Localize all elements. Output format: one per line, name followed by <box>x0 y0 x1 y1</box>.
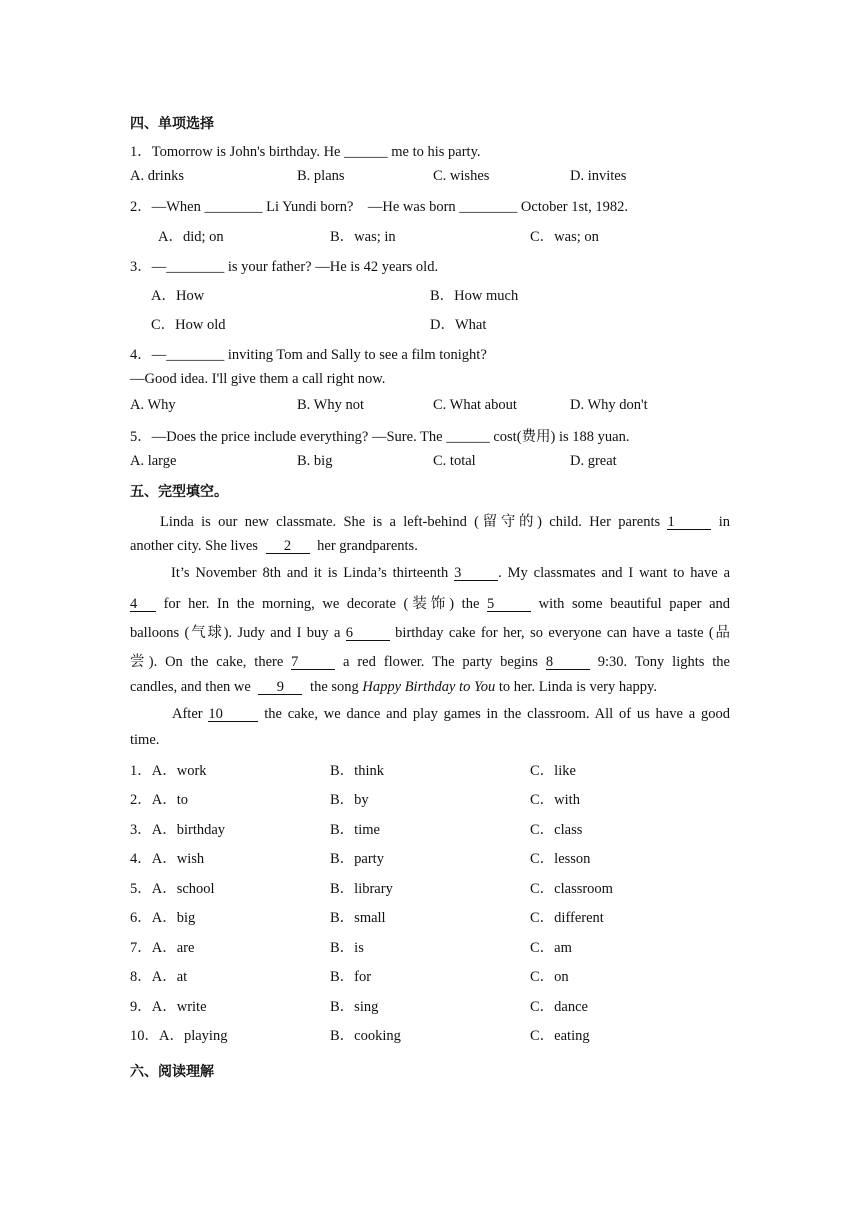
option: A. large <box>130 453 177 469</box>
option: D．What <box>430 317 487 333</box>
cloze-option: C．different <box>530 910 604 926</box>
cloze-option: C．with <box>530 792 580 808</box>
passage-text: After <box>172 706 203 722</box>
cloze-option: B．library <box>330 881 393 897</box>
cloze-option: 8．A．at <box>130 969 188 985</box>
option: C. What about <box>433 397 517 413</box>
passage-text: birthday cake for her, so everyone can have a taste (品 <box>395 625 731 641</box>
question-stem: 3．—________ is your father? —He is 42 years old. <box>130 259 439 275</box>
passage-text: the cake, we dance and play games in the classroom. All of us have a good <box>264 706 731 722</box>
cloze-option: C．dance <box>530 999 588 1015</box>
cloze-option: 6．A．big <box>130 910 196 926</box>
option: B．was; in <box>330 229 396 245</box>
cloze-option: 4．A．wish <box>130 851 205 867</box>
question-stem: 1．Tomorrow is John's birthday. He ______ me to his party. <box>130 144 481 160</box>
option: D. invites <box>570 168 627 184</box>
passage-line <box>130 565 730 582</box>
passage-line: time. <box>130 732 160 748</box>
cloze-option: C．like <box>530 763 576 779</box>
cloze-option: B．think <box>330 763 384 779</box>
section-heading-cloze: 五、完型填空。 <box>130 484 228 500</box>
passage-text: her grandparents. <box>317 538 418 554</box>
option: C. total <box>433 453 476 469</box>
option: A. drinks <box>130 168 184 184</box>
cloze-option: B．cooking <box>330 1028 401 1044</box>
passage-text: in <box>718 514 731 530</box>
passage-text: the song <box>310 679 359 695</box>
passage-text: to her. Linda is very happy. <box>498 679 657 695</box>
passage-text: another city. She lives <box>130 538 258 554</box>
option: B．How much <box>430 288 519 304</box>
passage-text: for her. In the morning, we decorate (装饰) the <box>163 596 480 612</box>
question-stem: 2．—When ________ Li Yundi born? —He was born ________ October 1st, 1982. <box>130 199 629 215</box>
blank-5: 5 <box>487 597 531 612</box>
option: A．How <box>151 288 205 304</box>
passage-text: 尝). On the cake, there <box>130 654 284 670</box>
option: C. wishes <box>433 168 490 184</box>
cloze-option: C．lesson <box>530 851 591 867</box>
passage-line <box>130 679 657 696</box>
passage-text: candles, and then we <box>130 679 251 695</box>
blank-4: 4 <box>130 597 156 612</box>
cloze-option: C．eating <box>530 1028 590 1044</box>
blank-6: 6 <box>346 626 390 641</box>
passage-text: a red flower. The party begins <box>343 654 538 670</box>
cloze-option: C．class <box>530 822 583 838</box>
blank-8: 8 <box>546 655 590 670</box>
cloze-option: C．classroom <box>530 881 613 897</box>
cloze-option: B．by <box>330 792 369 808</box>
passage-line <box>130 621 730 642</box>
passage-line <box>130 592 730 613</box>
section-heading-reading: 六、阅读理解 <box>130 1064 214 1080</box>
passage-line <box>130 650 730 671</box>
passage-text: It’s November 8th and it is Linda’s thirteenth <box>171 565 449 581</box>
cloze-option: B．is <box>330 940 364 956</box>
option: D. Why don't <box>570 397 648 413</box>
option: D. great <box>570 453 617 469</box>
blank-10: 10 <box>208 707 258 722</box>
option: C．was; on <box>530 229 599 245</box>
question-stem: 5．—Does the price include everything? —Sure. The ______ cost(费用) is 188 yuan. <box>130 429 630 445</box>
question-stem-reply: —Good idea. I'll give them a call right now. <box>130 371 386 387</box>
cloze-option: 2．A．to <box>130 792 188 808</box>
cloze-option: C．am <box>530 940 572 956</box>
passage-line <box>130 510 730 531</box>
option: B. big <box>297 453 333 469</box>
cloze-option: B．party <box>330 851 384 867</box>
question-stem: 4．—________ inviting Tom and Sally to see a film tonight? <box>130 347 487 363</box>
passage-text: Linda is our new classmate. She is a left-behind (留守的) child. Her parents <box>160 514 661 530</box>
cloze-option: B．for <box>330 969 372 985</box>
cloze-option: 10．A．playing <box>130 1028 228 1044</box>
blank-2: 2 <box>266 539 310 554</box>
song-title: Happy Birthday to You <box>362 679 496 695</box>
cloze-option: B．time <box>330 822 380 838</box>
passage-line <box>130 538 418 555</box>
blank-9: 9 <box>258 680 302 695</box>
cloze-option: 1．A．work <box>130 763 207 779</box>
blank-1: 1 <box>667 515 711 530</box>
passage-text: 9:30. Tony lights the <box>597 654 730 670</box>
cloze-option: 5．A．school <box>130 881 215 897</box>
cloze-option: 7．A．are <box>130 940 195 956</box>
passage-line <box>130 706 730 723</box>
section-heading-multiple-choice: 四、单项选择 <box>130 116 214 132</box>
option: A. Why <box>130 397 176 413</box>
cloze-option: B．small <box>330 910 386 926</box>
cloze-option: 9．A．write <box>130 999 207 1015</box>
blank-7: 7 <box>291 655 335 670</box>
cloze-option: C．on <box>530 969 569 985</box>
option: C．How old <box>151 317 226 333</box>
option: B. plans <box>297 168 345 184</box>
cloze-option: 3．A．birthday <box>130 822 226 838</box>
passage-text: . My classmates and I want to have a <box>498 565 731 581</box>
passage-text: balloons (气球). Judy and I buy a <box>130 625 341 641</box>
blank-3: 3 <box>454 566 498 581</box>
passage-text: with some beautiful paper and <box>538 596 731 612</box>
cloze-option: B．sing <box>330 999 379 1015</box>
option: B. Why not <box>297 397 364 413</box>
option: A．did; on <box>158 229 224 245</box>
